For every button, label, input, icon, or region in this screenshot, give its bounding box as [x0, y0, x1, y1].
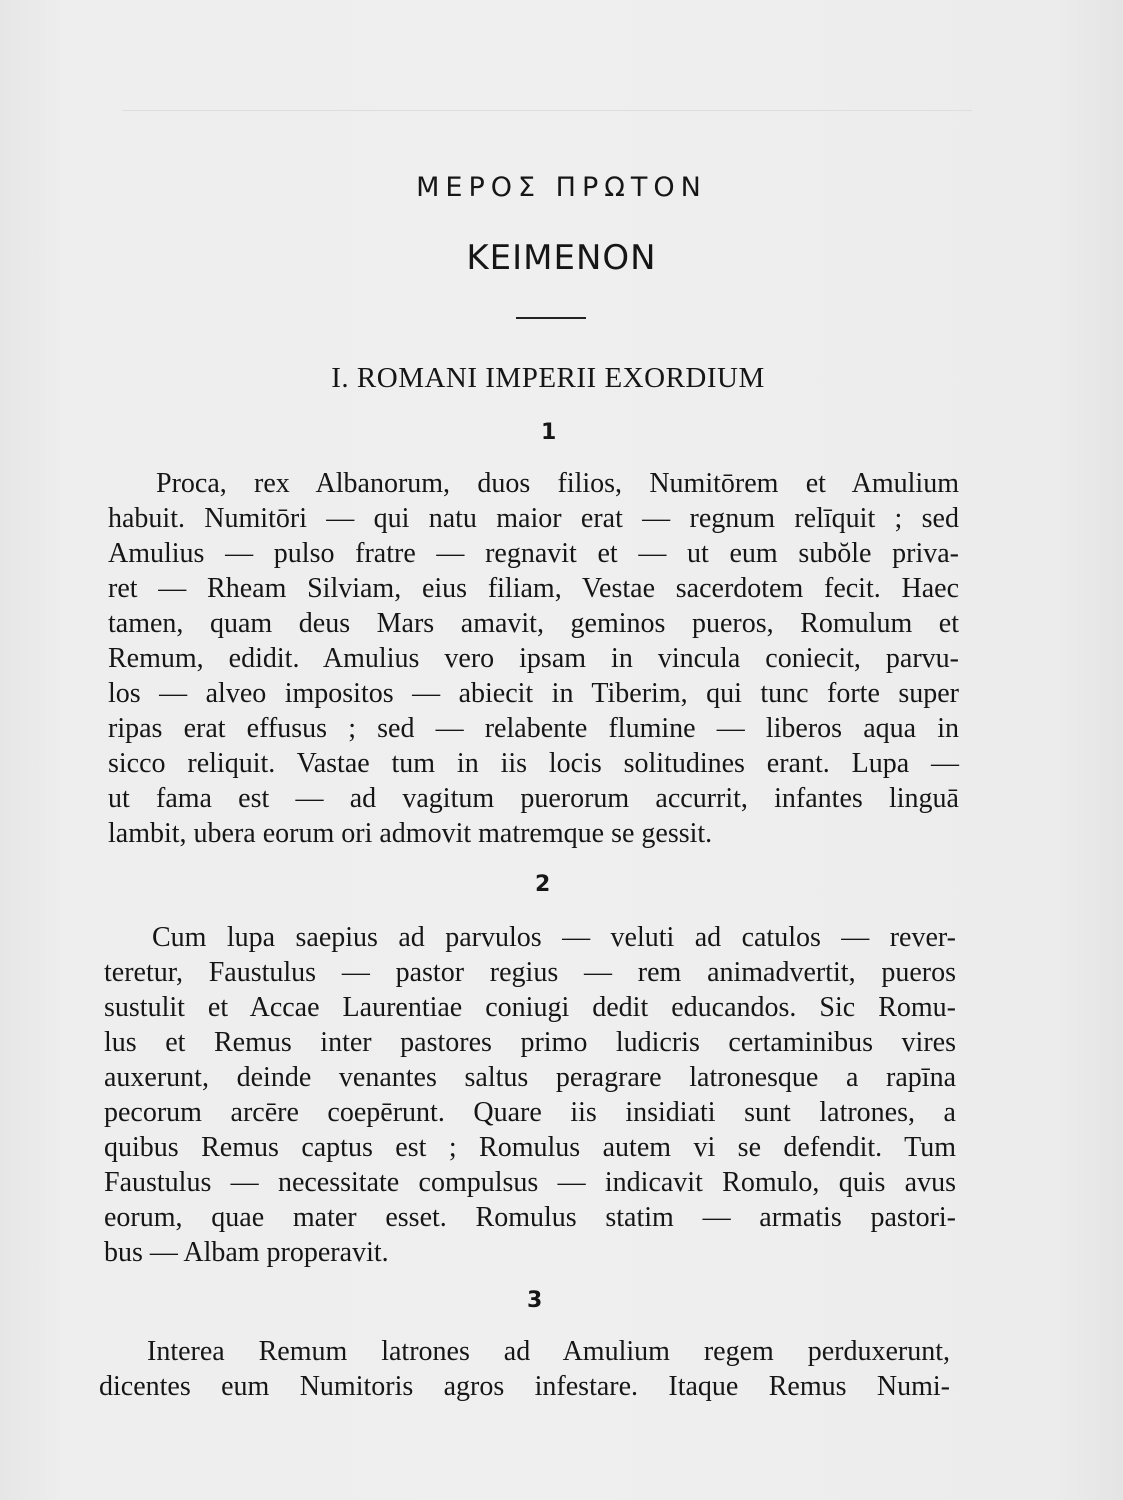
section-number-2: 2 [535, 872, 551, 897]
bleed-through-rule [122, 110, 972, 111]
paragraph-line: Cum lupa saepius ad parvulos — veluti ad catulos — rever- [152, 922, 956, 953]
paragraph-line: Amulius — pulso fratre — regnavit et — ut eum subŏle priva- [108, 538, 959, 569]
paragraph-line: Faustulus — necessitate compulsus — indicavit Romulo, quis avus [104, 1167, 956, 1198]
section-title: ΚΕΙΜΕΝΟΝ [466, 238, 657, 278]
title-divider [516, 317, 586, 319]
paragraph-line: auxerunt, deinde venantes saltus peragrare latronesque a rapīna [104, 1062, 956, 1093]
paragraph-line: pecorum arcēre coepērunt. Quare iis insidiati sunt latrones, a [104, 1097, 956, 1128]
section-number-3: 3 [527, 1288, 543, 1313]
paragraph-line: ripas erat effusus ; sed — relabente flumine — liberos aqua in [108, 713, 959, 744]
paragraph-line: tamen, quam deus Mars amavit, geminos pueros, Romulum et [108, 608, 959, 639]
paragraph-1 [108, 466, 959, 851]
paragraph-line: bus — Albam properavit. [104, 1237, 389, 1268]
paragraph-line: ut fama est — ad vagitum puerorum accurrit, infantes linguā [108, 783, 959, 814]
chapter-title: I. ROMANI IMPERII EXORDIUM [331, 362, 765, 394]
paragraph-line: quibus Remus captus est ; Romulus autem vi se defendit. Tum [104, 1132, 956, 1163]
paragraph-line: sicco reliquit. Vastae tum in iis locis solitudines erant. Lupa — [108, 748, 959, 779]
paragraph-line: dicentes eum Numitoris agros infestare. Itaque Remus Numi- [99, 1371, 950, 1402]
paragraph-line: lus et Remus inter pastores primo ludicris certaminibus vires [104, 1027, 956, 1058]
paragraph-line: ret — Rheam Silviam, eius filiam, Vestae sacerdotem fecit. Haec [108, 573, 959, 604]
paragraph-line: los — alveo impositos — abiecit in Tiberim, qui tunc forte super [108, 678, 959, 709]
paragraph-line: Remum, edidit. Amulius vero ipsam in vincula coniecit, parvu- [108, 643, 959, 674]
paragraph-line: teretur, Faustulus — pastor regius — rem animadvertit, pueros [104, 957, 956, 988]
paragraph-line: lambit, ubera eorum ori admovit matremque se gessit. [108, 818, 713, 849]
paragraph-line: eorum, quae mater esset. Romulus statim — armatis pastori- [104, 1202, 956, 1233]
paragraph-3 [99, 1334, 950, 1404]
paragraph-2 [104, 920, 956, 1270]
paragraph-line: habuit. Numitōri — qui natu maior erat — regnum relīquit ; sed [108, 503, 959, 534]
part-title: ΜΕΡΟΣ ΠΡΩΤΟΝ [416, 172, 707, 203]
section-number-1: 1 [541, 420, 557, 445]
paragraph-line: Proca, rex Albanorum, duos filios, Numitōrem et Amulium [156, 468, 959, 499]
paragraph-line: Interea Remum latrones ad Amulium regem perduxerunt, [147, 1336, 950, 1367]
paragraph-line: sustulit et Accae Laurentiae coniugi dedit educandos. Sic Romu- [104, 992, 956, 1023]
